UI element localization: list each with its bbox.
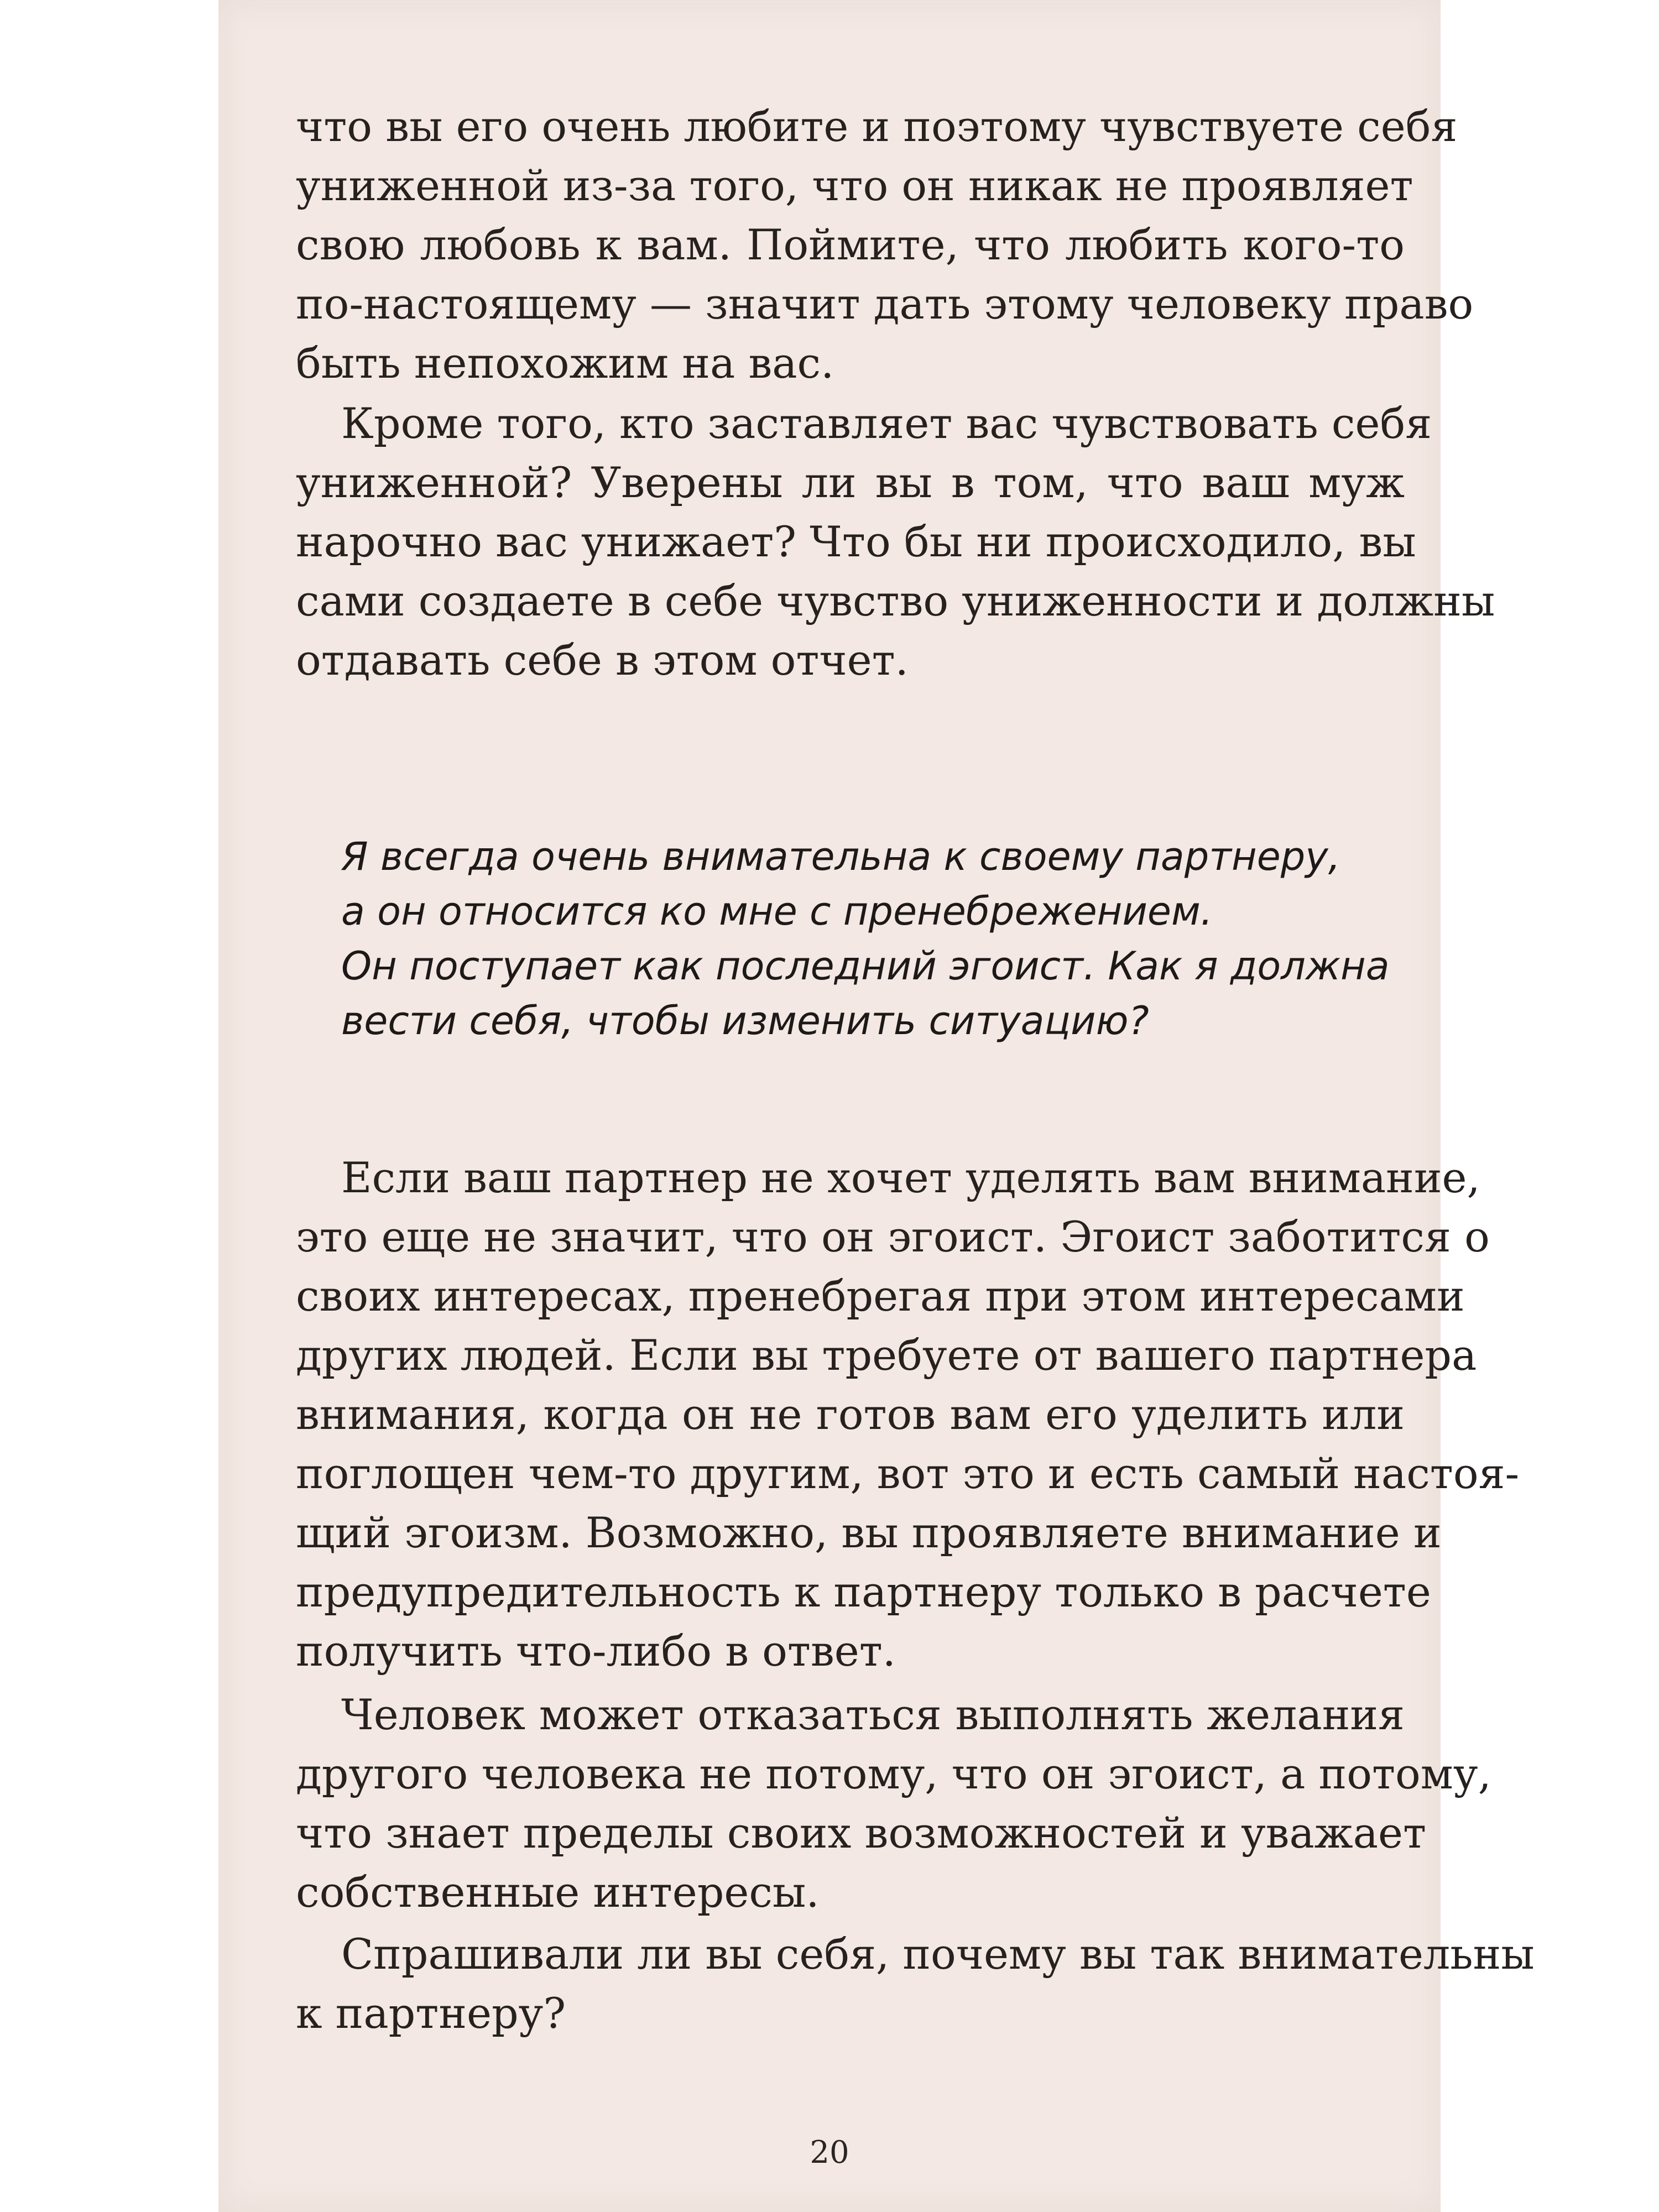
text-line: Спрашивали ли вы себя, почему вы так внимательны (341, 1929, 1535, 1979)
text-line: Человек может отказаться выполнять желания (341, 1690, 1405, 1739)
text-line: сами создаете в себе чувство униженности и должны (296, 576, 1495, 625)
text-line: других людей. Если вы требуете от вашего партнера (296, 1331, 1477, 1380)
paragraph-2 (296, 394, 1495, 690)
page-number: 20 (810, 2135, 849, 2171)
text-line: собственные интересы. (296, 1867, 820, 1917)
reader-question (341, 830, 1392, 1048)
text-line: отдавать себе в этом отчет. (296, 635, 909, 685)
text-line: поглощен чем-то другим, вот это и есть самый настоя- (296, 1449, 1520, 1498)
question-line: вести себя, чтобы изменить ситуацию? (341, 998, 1149, 1044)
text-line: получить что-либо в ответ. (296, 1626, 896, 1676)
text-line: своих интересах, пренебрегая при этом интересами (296, 1271, 1465, 1321)
text-line: к партнеру? (296, 1989, 566, 2038)
question-line: а он относится ко мне с пренебрежением. (341, 889, 1213, 934)
question-line: Я всегда очень внимательна к своему партнеру, (341, 834, 1340, 879)
text-line: что вы его очень любите и поэтому чувствуете себя (296, 102, 1458, 151)
paragraph-1 (296, 97, 1474, 393)
text-line: униженной? Уверены ли вы в том, что ваш муж (296, 458, 1405, 507)
text-line: по-настоящему — значит дать этому человеку право (296, 279, 1474, 328)
text-line: предупредительность к партнеру только в расчете (296, 1567, 1431, 1616)
question-line: Он поступает как последний эгоист. Как я должна (341, 943, 1390, 989)
text-line: Если ваш партнер не хочет уделять вам внимание, (341, 1153, 1480, 1202)
text-line: быть непохожим на вас. (296, 338, 834, 388)
text-line: свою любовь к вам. Поймите, что любить кого-то (296, 220, 1405, 269)
paragraph-5 (296, 1924, 1535, 2043)
text-line: щий эгоизм. Возможно, вы проявляете внимание и (296, 1508, 1442, 1557)
text-line: другого человека не потому, что он эгоист, а потому, (296, 1749, 1491, 1798)
paragraph-4 (296, 1685, 1491, 1922)
paragraph-3 (296, 1148, 1520, 1681)
text-line: внимания, когда он не готов вам его уделить или (296, 1390, 1405, 1439)
text-line: униженной из-за того, что он никак не проявляет (296, 161, 1413, 210)
text-line: что знает пределы своих возможностей и уважает (296, 1808, 1427, 1858)
text-line: нарочно вас унижает? Что бы ни происходило, вы (296, 517, 1416, 566)
text-line: Кроме того, кто заставляет вас чувствовать себя (341, 399, 1432, 448)
text-line: это еще не значит, что он эгоист. Эгоист заботится о (296, 1212, 1490, 1261)
